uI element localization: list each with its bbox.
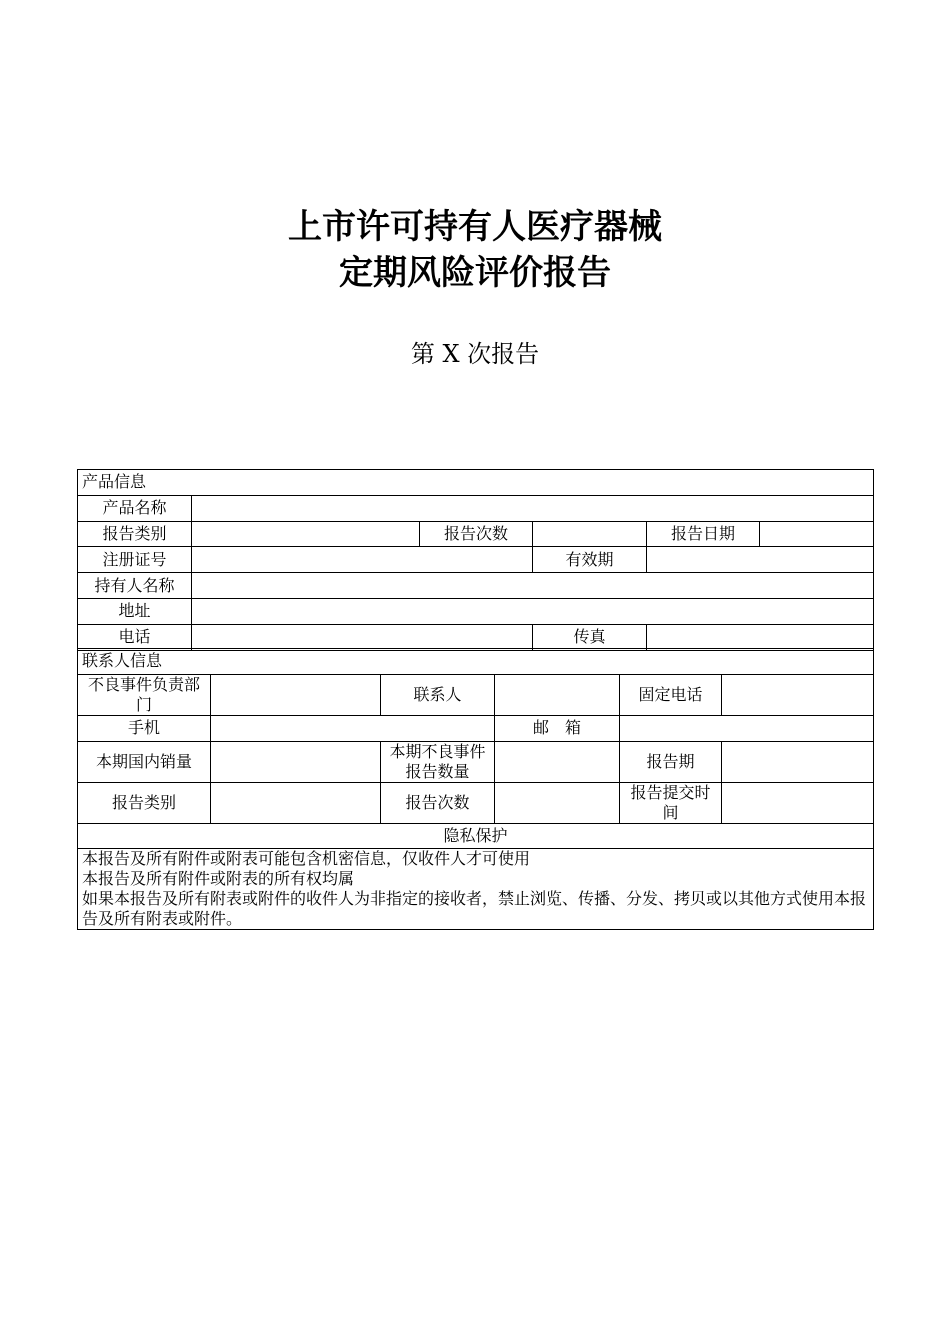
- privacy-line-2: 本报告及所有附件或附表的所有权均属: [82, 869, 355, 889]
- report-count-label-2: 报告次数: [381, 782, 495, 823]
- report-period-field[interactable]: [722, 741, 874, 782]
- privacy-line-1: 本报告及所有附件或附表可能包含机密信息，仅收件人才可使用: [82, 849, 531, 869]
- adverse-count-field[interactable]: [495, 741, 620, 782]
- holder-name-label: 持有人名称: [78, 573, 192, 599]
- privacy-label: 隐私保护: [78, 823, 874, 849]
- report-date-field[interactable]: [760, 521, 874, 547]
- adverse-dept-field[interactable]: [211, 674, 381, 715]
- product-info-table: [77, 469, 874, 651]
- contact-person-field[interactable]: [495, 674, 620, 715]
- contact-info-table: [77, 648, 874, 930]
- report-count-field-2[interactable]: [495, 782, 620, 823]
- privacy-line-3: 如果本报告及所有附表或附件的收件人为非指定的接收者，禁止浏览、传播、分发、拷贝或以其他方式使用本报告及所有附表或附件。: [82, 889, 867, 929]
- mobile-label: 手机: [78, 715, 211, 741]
- report-type-field[interactable]: [192, 521, 420, 547]
- product-name-label: 产品名称: [78, 495, 192, 521]
- document-title-line2: 定期风险评价报告: [339, 253, 611, 293]
- report-type-label-2: 报告类别: [78, 782, 211, 823]
- report-type-field-2[interactable]: [211, 782, 381, 823]
- address-field[interactable]: [192, 598, 874, 624]
- domestic-sales-label: 本期国内销量: [78, 741, 211, 782]
- report-number-subtitle: 第 X 次报告: [410, 340, 540, 368]
- fax-label: 传真: [533, 624, 647, 650]
- privacy-notice: [78, 849, 874, 930]
- contact-info-section-label: 联系人信息: [78, 649, 874, 675]
- domestic-sales-field[interactable]: [211, 741, 381, 782]
- report-period-label: 报告期: [620, 741, 722, 782]
- validity-field[interactable]: [647, 547, 874, 573]
- validity-label: 有效期: [533, 547, 647, 573]
- adverse-count-label: 本期不良事件报告数量: [381, 741, 495, 782]
- report-type-label: 报告类别: [78, 521, 192, 547]
- reg-cert-field[interactable]: [192, 547, 533, 573]
- fax-field[interactable]: [647, 624, 874, 650]
- submit-time-field[interactable]: [722, 782, 874, 823]
- email-label: 邮 箱: [495, 715, 620, 741]
- adverse-dept-label: 不良事件负责部门: [78, 674, 211, 715]
- landline-label: 固定电话: [620, 674, 722, 715]
- report-date-label: 报告日期: [647, 521, 760, 547]
- product-name-field[interactable]: [192, 495, 874, 521]
- holder-name-field[interactable]: [192, 573, 874, 599]
- address-label: 地址: [78, 598, 192, 624]
- mobile-field[interactable]: [211, 715, 495, 741]
- product-info-section-label: 产品信息: [78, 470, 874, 496]
- landline-field[interactable]: [722, 674, 874, 715]
- report-count-field[interactable]: [533, 521, 647, 547]
- document-title-line1: 上市许可持有人医疗器械: [288, 207, 662, 247]
- contact-person-label: 联系人: [381, 674, 495, 715]
- report-count-label: 报告次数: [420, 521, 533, 547]
- reg-cert-label: 注册证号: [78, 547, 192, 573]
- phone-label: 电话: [78, 624, 192, 650]
- phone-field[interactable]: [192, 624, 533, 650]
- email-field[interactable]: [620, 715, 874, 741]
- submit-time-label: 报告提交时间: [620, 782, 722, 823]
